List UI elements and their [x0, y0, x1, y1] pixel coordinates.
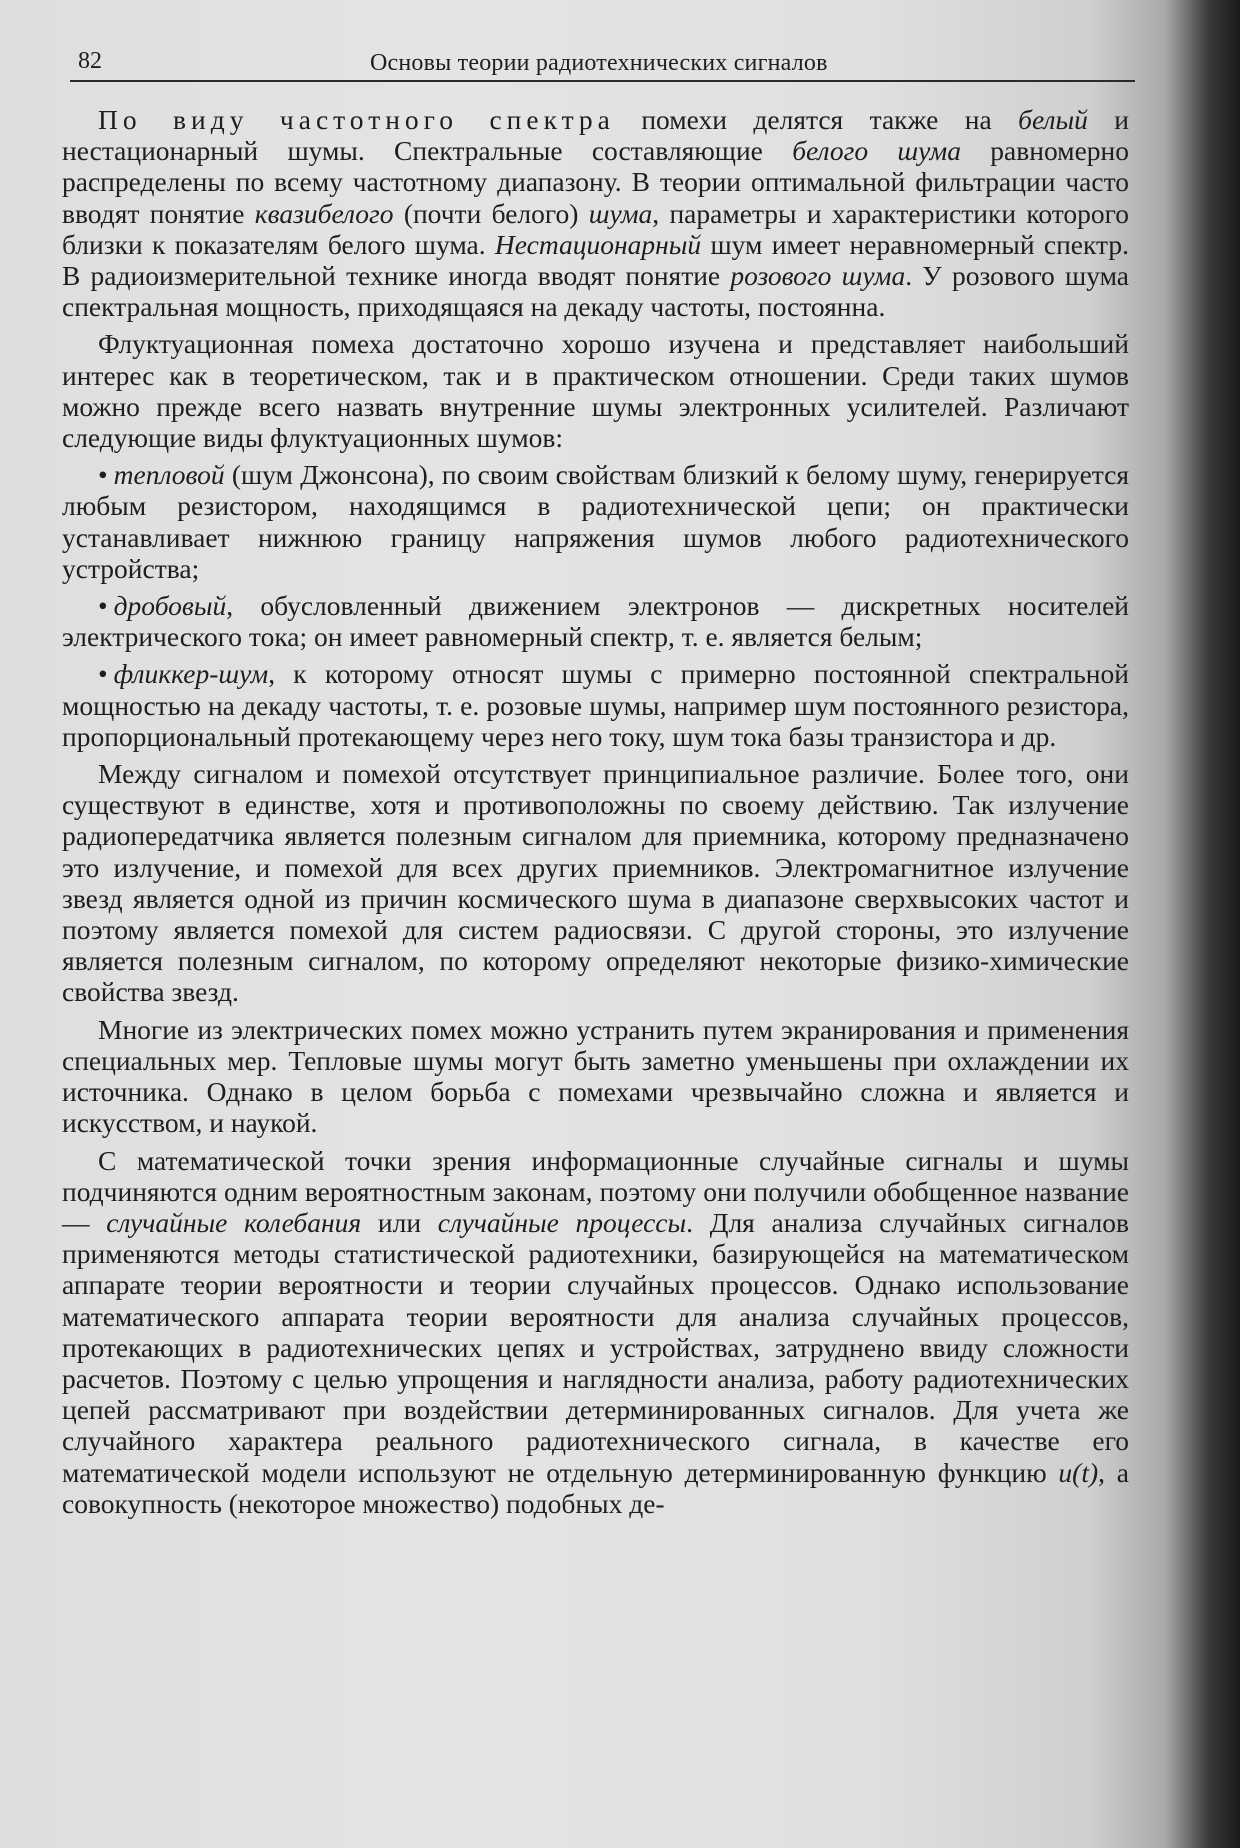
paragraph-random-processes: [62, 1145, 1129, 1519]
italic-term: розового шума: [730, 260, 906, 292]
body-text: [62, 104, 1129, 1525]
running-title: Основы теории радиотехнических сигналов: [370, 50, 828, 76]
text-run: . У розового шума спектральная мощность, приходящаяся на декаду частоты, постоянна.: [62, 260, 1130, 323]
spaced-lead-phrase: По виду частотного спектра: [98, 104, 615, 135]
italic-term: фликкер-шум: [113, 658, 269, 690]
text-run: равномерно распределены по всему частотному диапазону. В теории оптимальной фильтрации часто вводят понятие: [62, 135, 1129, 229]
paragraph-signal-vs-noise: Между сигналом и помехой отсутствует принципиальное различие. Более того, они существуют в единстве, хотя и противоположны по своему действию. Так излучение радиопередатчика является полезным сигналом для приемника, которому предназначено это излучение, и помехой для всех других приемников. Электромагнитное излучение звезд является одной из причин космического шума в диапазоне сверхвысоких частот и поэтому является помехой для систем радиосвязи. С другой стороны, это излучение является полезным сигналом, по которому определяют некоторые физико-химические свойства звезд.: [62, 758, 1129, 1008]
italic-term: шума: [588, 197, 653, 229]
text-run: . Для анализа случайных сигналов применяются методы статистической радиотехники, базирующейся на математическом аппарате теории вероятности и теории случайных процессов. Однако использование математического аппарата теории вероятности для анализа случайных процессов, протекающих в радиотехнических цепях и устройствах, затруднено ввиду сложности расчетов. Поэтому с целью упрощения и наглядности анализа, работу радиотехнических цепей рассматривают при воздействии детерминированных сигналов. Для учета же случайного характера реального радиотехнического сигнала, в качестве его математической модели используют не отдельную детерминированную функцию: [62, 1206, 1129, 1488]
text-run: (почти белого): [393, 197, 589, 229]
text-run: , а совокупность (некоторое множество) подобных де-: [62, 1456, 1129, 1519]
bullet-item-shot: [62, 590, 1129, 652]
italic-term: белый: [1018, 104, 1088, 135]
text-run: или: [361, 1206, 438, 1238]
text-run: , параметры и характеристики которого близки к показателям белого шума.: [62, 197, 1129, 260]
italic-term: Нестационарный: [494, 228, 702, 260]
italic-term: дробовый: [113, 590, 227, 622]
text-run: , к которому относят шумы с примерно постоянной спектральной мощностью на декаду частоты, т. е. розовые шумы, например шум постоянного резистора, пропорциональный протекающему через него току, шум тока базы транзистора и др.: [62, 658, 1129, 752]
bullet-icon: •: [98, 590, 108, 622]
text-run: шум имеет неравномерный спектр. В радиоизмерительной технике иногда вводят понятие: [62, 228, 1129, 292]
italic-term: белого шума: [792, 135, 961, 167]
bullet-item-flicker: [62, 658, 1129, 752]
italic-term: тепловой: [113, 459, 225, 491]
text-run: С математической точки зрения информационные случайные сигналы и шумы подчиняются одним вероятностным законам, поэтому они получили обобщенное название —: [62, 1144, 1129, 1238]
paragraph-noise-suppression: Многие из электрических помех можно устранить путем экранирования и применения специальных мер. Тепловые шумы могут быть заметно уменьшены при охлаждении их источника. Однако в целом борьба с помехами чрезвычайно сложна и является и искусством, и наукой.: [62, 1013, 1129, 1139]
italic-term: случайные процессы: [437, 1206, 687, 1238]
bullet-icon: •: [98, 459, 108, 491]
text-run: помехи делятся также на: [614, 104, 1019, 135]
text-run: и нестационарный шумы. Спектральные составляющие: [62, 104, 1130, 167]
paragraph-noise-spectrum: [62, 104, 1129, 322]
italic-term: случайные колебания: [106, 1206, 362, 1238]
bullet-icon: •: [98, 658, 108, 690]
italic-term: квазибелого: [254, 197, 394, 229]
page-number: 82: [78, 48, 102, 74]
text-run: (шум Джонсона), по своим свойствам близкий к белому шуму, генерируется любым резистором, находящимся в радиотехнической цепи; он практически устанавливает нижнюю границу напряжения шумов любого радиотехнического устройства;: [62, 459, 1129, 584]
math-function: u(t): [1058, 1456, 1099, 1488]
bullet-item-thermal: [62, 459, 1129, 584]
page-header: [70, 46, 1135, 82]
paragraph-fluctuation-noise: Флуктуационная помеха достаточно хорошо изучена и представляет наибольший интерес как в теоретическом, так и в практическом отношении. Среди таких шумов можно прежде всего назвать внутренние шумы электронных усилителей. Различают следующие виды флуктуационных шумов:: [62, 328, 1129, 454]
text-run: , обусловленный движением электронов — дискретных носителей электрического тока; он имеет равномерный спектр, т. е. является белым;: [62, 590, 1129, 653]
